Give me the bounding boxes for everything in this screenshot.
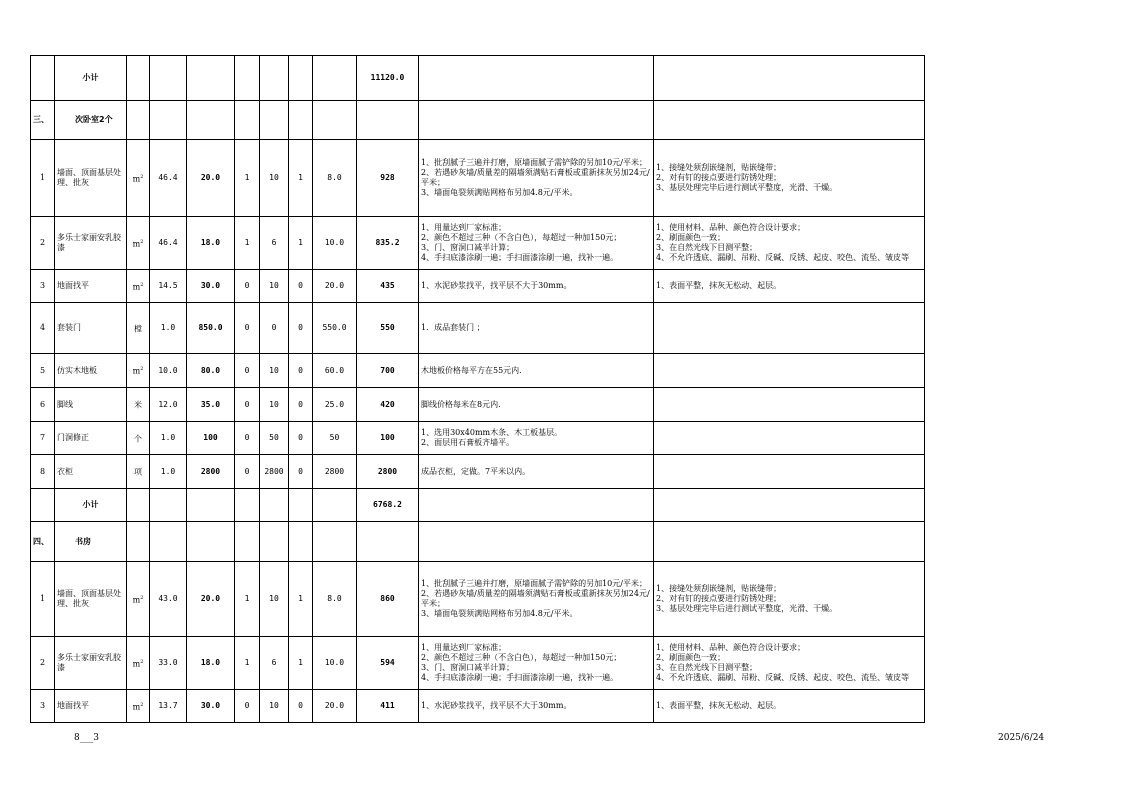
unit-price: 20.0 [187,140,235,217]
machinery: 1 [289,217,313,270]
row-number: 1 [31,140,55,217]
item-name: 门洞修正 [55,422,127,455]
auxiliary-material: 10 [260,270,289,303]
labor: 550.0 [313,303,357,354]
quality-requirements [654,303,925,354]
quantity: 10.0 [150,354,187,388]
quality-requirements: 1、表面平整，抹灰无松动、起层。 [654,270,925,303]
unit-price: 20.0 [187,562,235,637]
section-title: 次卧室2个 [55,101,127,140]
item-name: 地面找平 [55,270,127,303]
labor: 8.0 [313,562,357,637]
labor: 8.0 [313,140,357,217]
item-name: 墙面、顶面基层处理、批灰 [55,140,127,217]
unit: $m^2$ [127,140,150,217]
row-number: 2 [31,637,55,690]
construction-notes: 成品衣柜，定做。7平米以内。 [419,455,654,489]
table-row [31,354,925,388]
construction-notes: 1、批刮腻子三遍并打磨，原墙面腻子需铲除的另加10元/平米； 2、若遇砂灰墙/质量差的隔墙须满贴石膏板或重新抹灰另加24元/平米； 3、墙面龟裂须满贴网格布另加4.8元/平米。 [419,562,654,637]
main-material: 1 [235,562,260,637]
quantity: 46.4 [150,217,187,270]
table-row [31,217,925,270]
auxiliary-material: 10 [260,388,289,422]
quantity: 1.0 [150,422,187,455]
amount: 700 [357,354,419,388]
unit: $m^2$ [127,217,150,270]
main-material: 0 [235,303,260,354]
main-material: 1 [235,637,260,690]
section-header-row [31,522,925,562]
quality-requirements: 1、表面平整，抹灰无松动、起层。 [654,690,925,723]
item-name: 仿实木地板 [55,354,127,388]
amount: 835.2 [357,217,419,270]
table-row [31,455,925,489]
machinery: 0 [289,455,313,489]
labor: 2800 [313,455,357,489]
quote-sheet-table [30,55,925,723]
machinery: 0 [289,303,313,354]
quantity: 1.0 [150,303,187,354]
quantity: 33.0 [150,637,187,690]
amount: 2800 [357,455,419,489]
main-material: 0 [235,422,260,455]
machinery: 0 [289,388,313,422]
machinery: 1 [289,637,313,690]
main-material: 1 [235,217,260,270]
table-row [31,562,925,637]
labor: 25.0 [313,388,357,422]
subtotal-label: 小计 [55,56,127,101]
unit-price: 35.0 [187,388,235,422]
auxiliary-material: 10 [260,140,289,217]
table-row [31,690,925,723]
quantity: 12.0 [150,388,187,422]
unit: $m^2$ [127,562,150,637]
table-row [31,637,925,690]
auxiliary-material: 6 [260,637,289,690]
main-material: 0 [235,455,260,489]
unit-price: 2800 [187,455,235,489]
quantity: 13.7 [150,690,187,723]
item-name: 多乐士家丽安乳胶漆 [55,217,127,270]
row-number: 7 [31,422,55,455]
row-number: 5 [31,354,55,388]
amount: 411 [357,690,419,723]
unit: $m^2$ [127,354,150,388]
auxiliary-material: 0 [260,303,289,354]
auxiliary-material: 6 [260,217,289,270]
main-material: 0 [235,388,260,422]
quantity: 14.5 [150,270,187,303]
unit-price: 80.0 [187,354,235,388]
unit: $m^2$ [127,270,150,303]
table-row [31,422,925,455]
construction-notes: 1、批刮腻子三遍并打磨，原墙面腻子需铲除的另加10元/平米； 2、若遇砂灰墙/质量差的隔墙须满贴石膏板或重新抹灰另加24元/平米； 3、墙面龟裂须满贴网格布另加4.8元/平米。 [419,140,654,217]
section-title: 书房 [55,522,127,562]
labor: 50 [313,422,357,455]
quantity: 46.4 [150,140,187,217]
unit: 樘 [127,303,150,354]
construction-notes: 脚线价格每米在8元内. [419,388,654,422]
construction-notes: 1、水泥砂浆找平，找平层不大于30mm。 [419,270,654,303]
table-row [31,270,925,303]
quality-requirements: 1、使用材料、品种、颜色符合设计要求； 2、刷面颜色一致； 3、在自然光线下目测平整； 4、不允许透底、漏刷、吊粉、反碱、反锈、起皮、咬色、流坠、皱皮等 [654,217,925,270]
unit-price: 850.0 [187,303,235,354]
unit: $m^2$ [127,690,150,723]
quality-requirements: 1、使用材料、品种、颜色符合设计要求； 2、刷面颜色一致； 3、在自然光线下目测平整； 4、不允许透底、漏刷、吊粉、反碱、反锈、起皮、咬色、流坠、皱皮等 [654,637,925,690]
auxiliary-material: 50 [260,422,289,455]
main-material: 0 [235,270,260,303]
subtotal-value: 6768.2 [357,489,419,522]
table-row [31,140,925,217]
item-name: 地面找平 [55,690,127,723]
quantity: 1.0 [150,455,187,489]
machinery: 0 [289,690,313,723]
construction-notes: 1、用量达到厂家标准； 2、颜色不超过三种（不含白色），每超过一种加150元； 3、门、窗洞口减半计算； 4、手扫底漆涂刷一遍；手扫面漆涂刷一遍，找补一遍。 [419,217,654,270]
labor: 20.0 [313,270,357,303]
row-number: 4 [31,303,55,354]
labor: 20.0 [313,690,357,723]
construction-notes: 木地板价格每平方在55元内. [419,354,654,388]
unit-price: 18.0 [187,637,235,690]
quality-requirements [654,354,925,388]
table-row [31,303,925,354]
section-number: 四、 [31,522,55,562]
unit: 个 [127,422,150,455]
page-number: 8___3 [74,733,99,743]
subtotal-label: 小计 [55,489,127,522]
row-number: 6 [31,388,55,422]
section-number: 三、 [31,101,55,140]
unit-price: 18.0 [187,217,235,270]
labor: 10.0 [313,217,357,270]
subtotal-row [31,56,925,101]
item-name: 多乐士家丽安乳胶漆 [55,637,127,690]
quality-requirements: 1、接缝处须刮嵌缝剂，贴嵌缝带； 2、对有钉的接点要进行防锈处理； 3、基层处理完毕后进行测试平整度，光滑、干燥。 [654,562,925,637]
row-number: 8 [31,455,55,489]
unit: 米 [127,388,150,422]
main-material: 0 [235,354,260,388]
amount: 860 [357,562,419,637]
construction-notes: 1、水泥砂浆找平，找平层不大于30mm。 [419,690,654,723]
auxiliary-material: 2800 [260,455,289,489]
amount: 594 [357,637,419,690]
unit-price: 30.0 [187,270,235,303]
amount: 100 [357,422,419,455]
construction-notes: 1．成品套装门 ； [419,303,654,354]
construction-notes: 1、用量达到厂家标准； 2、颜色不超过三种（不含白色），每超过一种加150元； 3、门、窗洞口减半计算； 4、手扫底漆涂刷一遍；手扫面漆涂刷一遍，找补一遍。 [419,637,654,690]
quality-requirements [654,388,925,422]
subtotal-row [31,489,925,522]
item-name: 墙面、顶面基层处理、批灰 [55,562,127,637]
row-number: 1 [31,562,55,637]
quality-requirements [654,422,925,455]
auxiliary-material: 10 [260,562,289,637]
main-material: 1 [235,140,260,217]
table-row [31,388,925,422]
quality-requirements [654,455,925,489]
subtotal-value: 11120.0 [357,56,419,101]
machinery: 0 [289,422,313,455]
unit: 项 [127,455,150,489]
item-name: 衣柜 [55,455,127,489]
machinery: 0 [289,270,313,303]
quantity: 43.0 [150,562,187,637]
labor: 10.0 [313,637,357,690]
amount: 435 [357,270,419,303]
labor: 60.0 [313,354,357,388]
section-header-row [31,101,925,140]
amount: 550 [357,303,419,354]
main-material: 0 [235,690,260,723]
amount: 420 [357,388,419,422]
row-number: 3 [31,270,55,303]
unit-price: 100 [187,422,235,455]
machinery: 0 [289,354,313,388]
unit-price: 30.0 [187,690,235,723]
machinery: 1 [289,140,313,217]
unit: $m^2$ [127,637,150,690]
row-number: 3 [31,690,55,723]
item-name: 脚线 [55,388,127,422]
row-number: 2 [31,217,55,270]
auxiliary-material: 10 [260,690,289,723]
quality-requirements: 1、接缝处须刮嵌缝剂，贴嵌缝带； 2、对有钉的接点要进行防锈处理； 3、基层处理完毕后进行测试平整度，光滑、干燥。 [654,140,925,217]
print-date: 2025/6/24 [998,733,1045,743]
item-name: 套装门 [55,303,127,354]
amount: 928 [357,140,419,217]
construction-notes: 1、选用30x40mm木条、木工板基层。 2、面层用石膏板齐墙平。 [419,422,654,455]
auxiliary-material: 10 [260,354,289,388]
machinery: 1 [289,562,313,637]
